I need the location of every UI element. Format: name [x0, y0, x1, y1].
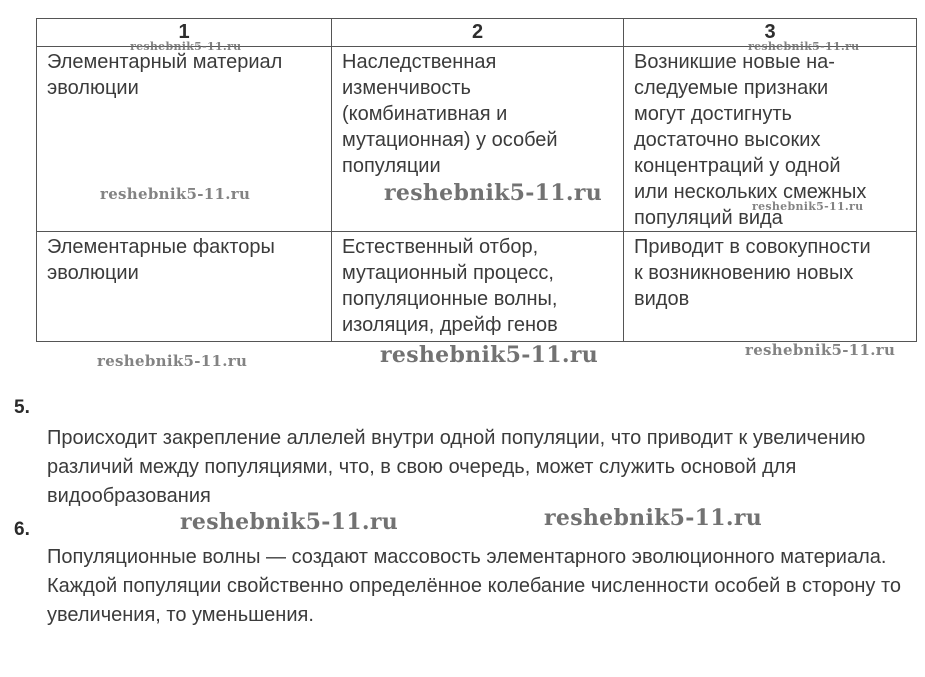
column-header-1: 1 [37, 19, 332, 47]
table-cell: Возникшие новые на- следуемые признаки могут достигнуть достаточно высоких концентраций у одной или нескольких смежных популяций вида [624, 47, 917, 232]
watermark: reshebnik5-11.ru [384, 180, 603, 206]
watermark: reshebnik5-11.ru [544, 505, 763, 531]
watermark: reshebnik5-11.ru [180, 509, 399, 535]
answer-text-5: Происходит закрепление аллелей внутри одной популяции, что приводит к увеличению различий между популяциями, что, в свою очередь, может служить основой для видообразования [47, 427, 866, 507]
column-header-2: 2 [332, 19, 624, 47]
watermark: reshebnik5-11.ru [97, 352, 248, 370]
watermark: reshebnik5-11.ru [130, 40, 242, 53]
table-row [37, 232, 917, 342]
column-header-3: 3 [624, 19, 917, 47]
watermark: reshebnik5-11.ru [100, 185, 251, 203]
watermark: reshebnik5-11.ru [748, 40, 860, 53]
watermark: reshebnik5-11.ru [752, 200, 864, 213]
table-cell: Наследственная изменчивость (комбинативная и мутационная) у особей популяции [332, 47, 624, 232]
table-cell: Элементарные факторы эволюции [37, 232, 332, 342]
table-cell: Приводит в совокупности к возникновению новых видов [624, 232, 917, 342]
watermark: reshebnik5-11.ru [380, 342, 599, 368]
answer-number-6: 6. [14, 519, 30, 540]
answer-number-5: 5. [14, 397, 30, 418]
watermark: reshebnik5-11.ru [745, 341, 896, 359]
answer-text-6: Популяционные волны — создают массовость элементарного эволюционного материала. Каждой популяции свойственно определённое колебание численности особей в сторону то увеличения, то уменьшения. [47, 546, 902, 626]
table-cell: Элементарный материал эволюции [37, 47, 332, 232]
table-cell: Естественный отбор, мутационный процесс, популяционные волны, изоляция, дрейф генов [332, 232, 624, 342]
